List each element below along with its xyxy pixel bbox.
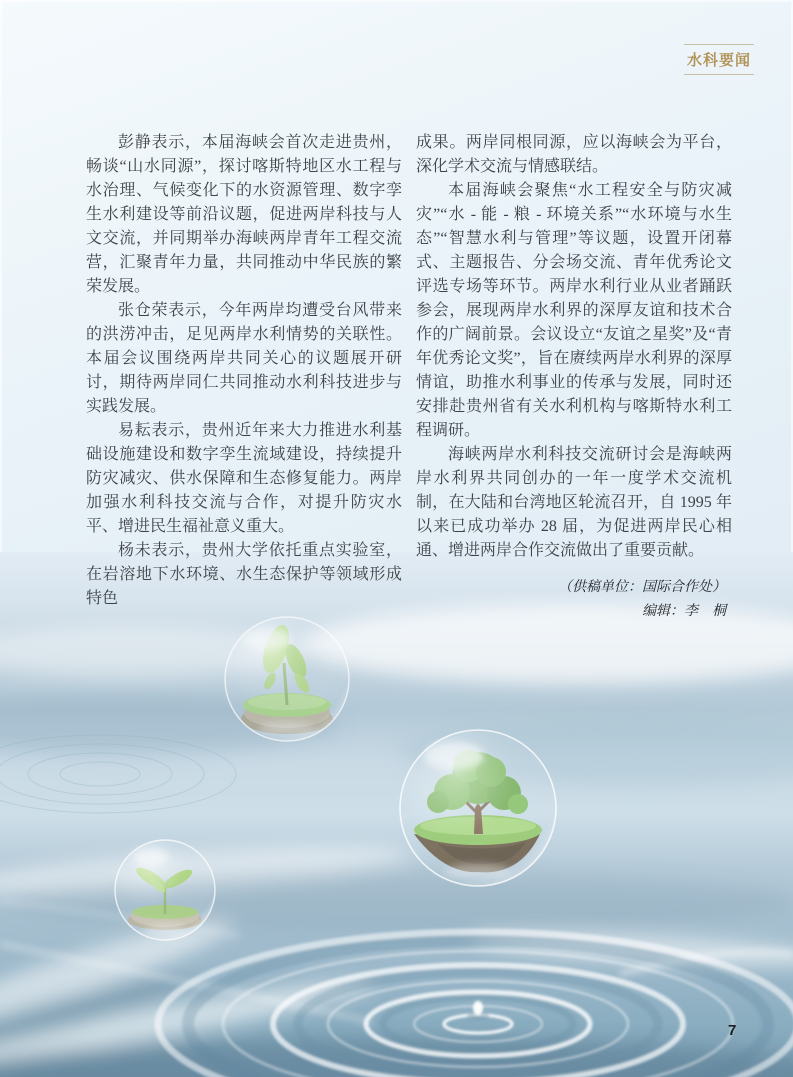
water-scene-svg	[0, 552, 793, 1077]
section-badge	[684, 44, 754, 75]
section-badge-label: 水科要闻	[687, 52, 752, 69]
page-number: 7	[728, 1022, 737, 1039]
article-body	[86, 131, 732, 624]
water-illustration	[0, 552, 793, 1077]
seedling-bubble-icon	[225, 617, 349, 741]
paragraph-forum-topics: 本届海峡会聚焦“水工程安全与防灾减灾”“水 - 能 - 粮 - 环境关系”“水环境与水生态”“智慧水利与管理”等议题，设置开闭幕式、主题报告、分会场交流、青年优秀论文评选专场等环节。两岸水利行业从业者踊跃参会，展现两岸水利界的深厚友谊和技术合作的广阔前景。会议设立“友谊之星奖”及“青年优秀论文奖”，旨在赓续两岸水利界的深厚情谊，助推水利事业的传承与发展，同时还安排赴贵州省有关水利机构与喀斯特水利工程调研。	[416, 182, 732, 439]
article-column-right	[416, 131, 732, 624]
paragraph-yang-wei: 杨未表示，贵州大学依托重点实验室，在岩溶地下水环境、水生态保护等领域形成特色	[86, 542, 402, 607]
attribution-source: （供稿单位：国际合作处）	[558, 580, 726, 595]
sprout-bubble-icon	[115, 840, 215, 940]
tree-bubble-icon	[400, 730, 556, 886]
paragraph-yi-yun: 易耘表示，贵州近年来大力推进水利基础设施建设和数字孪生流域建设，持续提升防灾减灾、供水保障和生态修复能力。两岸加强水利科技交流与合作，对提升防灾水平、增进民生福祉意义重大。	[86, 422, 402, 535]
attribution	[416, 576, 732, 624]
paragraph-yang-wei-continued: 成果。两岸同根同源，应以海峡会为平台，深化学术交流与情感联结。	[416, 134, 732, 175]
paragraph-forum-history: 海峡两岸水利科技交流研讨会是海峡两岸水利界共同创办的一年一度学术交流机制，在大陆和台湾地区轮流召开，自 1995 年以来已成功举办 28 届，为促进两岸民心相通、增进两岸合作交流做出了重要贡献。	[416, 446, 732, 559]
attribution-editor: 编辑：李 桐	[642, 604, 726, 619]
article-column-left	[86, 131, 402, 624]
paragraph-zhang-cangrong: 张仓荣表示，今年两岸均遭受台风带来的洪涝冲击，足见两岸水利情势的关联性。本届会议围绕两岸共同关心的议题展开研讨，期待两岸同仁共同推动水利科技进步与实践发展。	[86, 302, 402, 415]
paragraph-peng-jing: 彭静表示，本届海峡会首次走进贵州，畅谈“山水同源”，探讨喀斯特地区水工程与水治理、气候变化下的水资源管理、数字孪生水利建设等前沿议题，促进两岸科技与人文交流，并同期举办海峡两岸青年工程交流营，汇聚青年力量，共同推动中华民族的繁荣发展。	[86, 134, 402, 295]
